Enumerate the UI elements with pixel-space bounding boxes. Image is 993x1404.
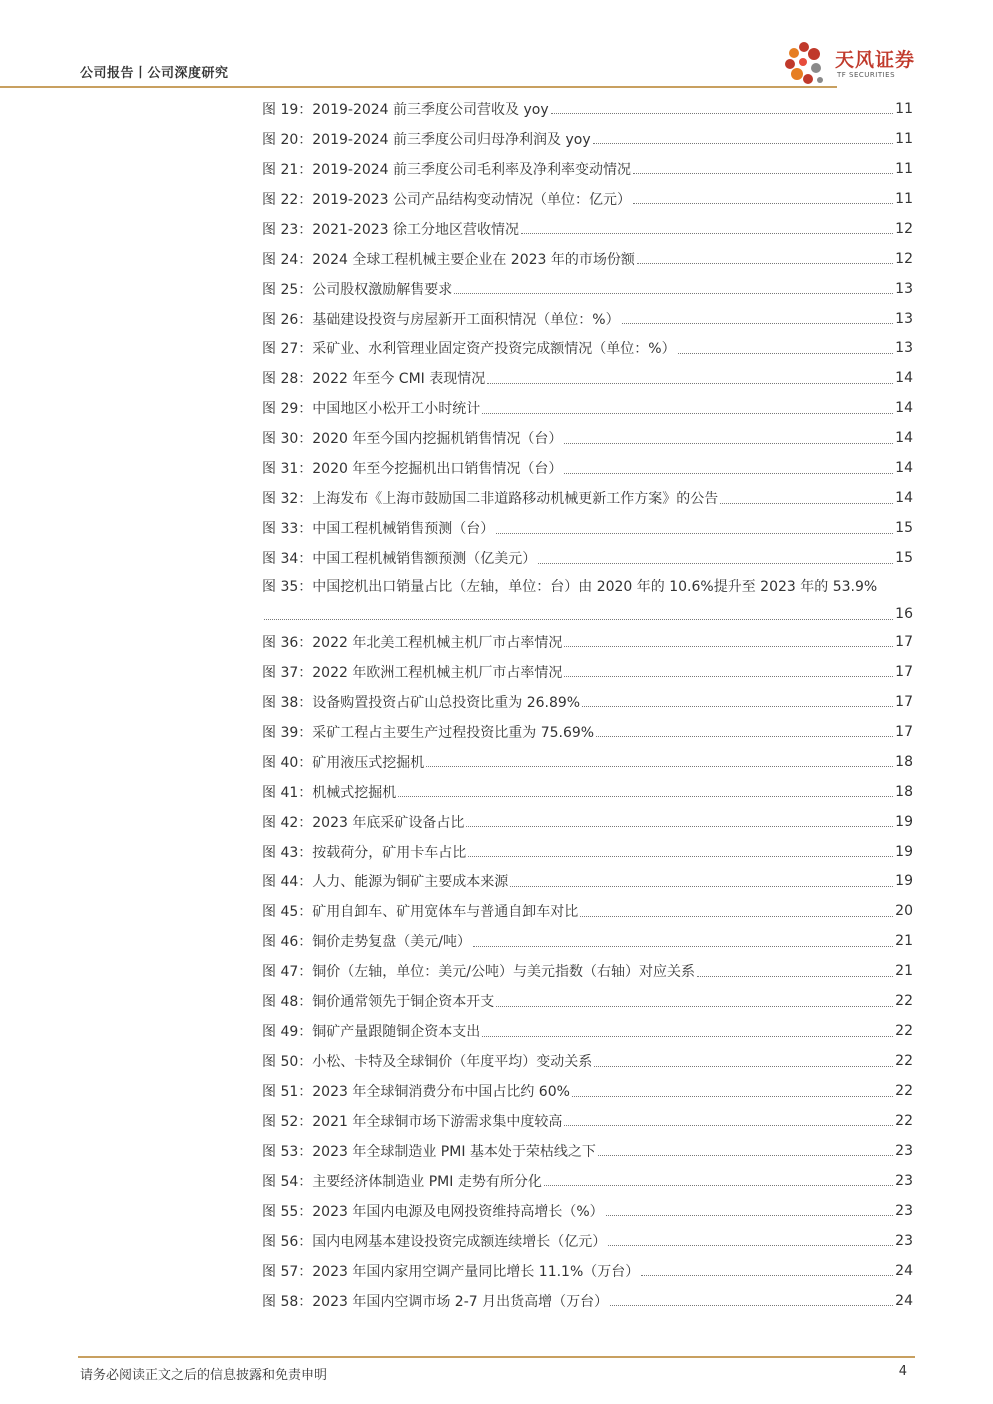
toc-entry-label: 图 32：上海发布《上海市鼓励国二非道路移动机械更新工作方案》的公告 bbox=[262, 491, 719, 508]
toc-entry[interactable] bbox=[262, 986, 913, 1016]
toc-entry[interactable] bbox=[262, 543, 913, 573]
toc-dot-leader bbox=[608, 1245, 893, 1246]
toc-entry[interactable] bbox=[262, 1076, 913, 1106]
toc-entry[interactable] bbox=[262, 453, 913, 483]
toc-entry-page: 14 bbox=[895, 400, 913, 417]
logo-name-text: 天风证券 bbox=[835, 49, 916, 71]
toc-entry-label: 图 49：铜矿产量跟随铜企资本支出 bbox=[262, 1024, 481, 1041]
toc-dot-leader bbox=[551, 113, 894, 114]
toc-dot-leader bbox=[544, 1185, 893, 1186]
toc-dot-leader bbox=[538, 563, 893, 564]
toc-entry-page: 17 bbox=[895, 663, 913, 680]
toc-entry-page: 14 bbox=[895, 460, 913, 477]
toc-entry[interactable] bbox=[262, 1016, 913, 1046]
toc-entry-label: 图 23：2021-2023 徐工分地区营收情况 bbox=[262, 221, 520, 238]
toc-dot-leader bbox=[473, 946, 893, 947]
toc-entry-page: 13 bbox=[895, 340, 913, 357]
toc-dot-leader bbox=[633, 203, 893, 204]
toc-entry[interactable] bbox=[262, 363, 913, 393]
toc-entry-label: 图 42：2023 年底采矿设备占比 bbox=[262, 814, 465, 831]
toc-entry-page: 16 bbox=[895, 606, 913, 622]
toc-entry[interactable] bbox=[262, 1286, 913, 1316]
toc-dot-leader bbox=[454, 293, 893, 294]
toc-entry[interactable] bbox=[262, 124, 913, 154]
header-divider bbox=[0, 86, 837, 88]
toc-entry-page: 17 bbox=[895, 723, 913, 740]
toc-entry-page: 19 bbox=[895, 873, 913, 890]
toc-dot-leader bbox=[426, 766, 893, 767]
toc-entry-page: 13 bbox=[895, 310, 913, 327]
page-number: 4 bbox=[898, 1364, 907, 1379]
toc-entry-page: 22 bbox=[895, 993, 913, 1010]
company-logo bbox=[780, 40, 920, 86]
toc-entry-page: 17 bbox=[895, 693, 913, 710]
toc-dot-leader bbox=[606, 1215, 894, 1216]
toc-entry-label: 图 40：矿用液压式挖掘机 bbox=[262, 754, 425, 771]
toc-entry-page: 11 bbox=[895, 160, 913, 177]
toc-entry[interactable] bbox=[262, 777, 913, 807]
toc-entry[interactable] bbox=[262, 1106, 913, 1136]
toc-dot-leader bbox=[580, 916, 893, 917]
footer-divider bbox=[78, 1356, 915, 1358]
toc-dot-leader bbox=[697, 976, 893, 977]
toc-entry-label: 图 28：2022 年至今 CMI 表现情况 bbox=[262, 371, 486, 388]
toc-entry-page: 14 bbox=[895, 490, 913, 507]
toc-entry-label: 图 22：2019-2023 公司产品结构变动情况（单位：亿元） bbox=[262, 191, 632, 208]
toc-entry[interactable] bbox=[262, 184, 913, 214]
toc-entry-page: 11 bbox=[895, 130, 913, 147]
toc-entry-page: 24 bbox=[895, 1262, 913, 1279]
toc-entry[interactable] bbox=[262, 1166, 913, 1196]
toc-entry[interactable] bbox=[262, 717, 913, 747]
toc-entry-page: 22 bbox=[895, 1053, 913, 1070]
toc-entry-page: 22 bbox=[895, 1112, 913, 1129]
toc-entry[interactable] bbox=[262, 837, 913, 867]
toc-entry-page: 23 bbox=[895, 1232, 913, 1249]
toc-entry[interactable] bbox=[262, 483, 913, 513]
toc-entry-page: 11 bbox=[895, 190, 913, 207]
toc-entry-page: 13 bbox=[895, 280, 913, 297]
toc-entry-label: 图 34：中国工程机械销售额预测（亿美元） bbox=[262, 551, 537, 568]
toc-entry-label: 图 56：国内电网基本建设投资完成额连续增长（亿元） bbox=[262, 1233, 607, 1250]
toc-entry-page: 23 bbox=[895, 1142, 913, 1159]
toc-dot-leader bbox=[564, 676, 893, 677]
toc-dot-leader bbox=[720, 503, 893, 504]
toc-entry[interactable] bbox=[262, 926, 913, 956]
toc-entry[interactable] bbox=[262, 1226, 913, 1256]
toc-entry[interactable] bbox=[262, 956, 913, 986]
toc-entry-page: 17 bbox=[895, 633, 913, 650]
toc-dot-leader bbox=[637, 263, 893, 264]
toc-entry-label: 图 24：2024 全球工程机械主要企业在 2023 年的市场份额 bbox=[262, 251, 635, 268]
toc-dot-leader bbox=[593, 143, 894, 144]
toc-entry-page: 18 bbox=[895, 753, 913, 770]
toc-dot-leader bbox=[564, 1125, 893, 1126]
toc-entry-label: 图 48：铜价通常领先于铜企资本开支 bbox=[262, 994, 495, 1011]
toc-entry-page: 20 bbox=[895, 903, 913, 920]
footer-disclaimer: 请务必阅读正文之后的信息披露和免责申明 bbox=[80, 1368, 328, 1383]
toc-entry-label: 图 44：人力、能源为铜矿主要成本来源 bbox=[262, 874, 509, 891]
toc-dot-leader bbox=[633, 173, 893, 174]
toc-dot-leader bbox=[596, 736, 893, 737]
toc-entry-label: 图 52：2021 年全球铜市场下游需求集中度较高 bbox=[262, 1113, 563, 1130]
toc-dot-leader bbox=[582, 706, 893, 707]
toc-entry-label: 图 30：2020 年至今国内挖掘机销售情况（台） bbox=[262, 431, 563, 448]
toc-dot-leader bbox=[482, 413, 893, 414]
toc-dot-leader bbox=[510, 886, 893, 887]
toc-dot-leader bbox=[521, 233, 893, 234]
toc-entry-label: 图 53：2023 年全球制造业 PMI 基本处于荣枯线之下 bbox=[262, 1143, 596, 1160]
toc-entry-label: 图 41：机械式挖掘机 bbox=[262, 784, 397, 801]
toc-entry-page: 19 bbox=[895, 813, 913, 830]
toc-dot-leader bbox=[641, 1275, 893, 1276]
logo-english-text: TF SECURITIES bbox=[837, 71, 896, 79]
toc-dot-leader bbox=[466, 826, 893, 827]
toc-entry-label: 图 54：主要经济体制造业 PMI 走势有所分化 bbox=[262, 1173, 542, 1190]
toc-entry-page: 24 bbox=[895, 1292, 913, 1309]
toc-entry[interactable] bbox=[262, 687, 913, 717]
toc-entry-page: 21 bbox=[895, 933, 913, 950]
toc-entry[interactable] bbox=[262, 154, 913, 184]
toc-entry-page: 14 bbox=[895, 370, 913, 387]
toc-entry[interactable] bbox=[262, 244, 913, 274]
toc-entry[interactable] bbox=[262, 896, 913, 926]
toc-entry-label: 图 43：按载荷分，矿用卡车占比 bbox=[262, 844, 467, 861]
toc-dot-leader bbox=[598, 1155, 893, 1156]
toc-entry-page: 15 bbox=[895, 520, 913, 537]
toc-entry-page: 11 bbox=[895, 100, 913, 117]
toc-entry-page: 23 bbox=[895, 1172, 913, 1189]
toc-dot-leader bbox=[468, 856, 893, 857]
toc-entry[interactable] bbox=[262, 1196, 913, 1226]
toc-dot-leader bbox=[482, 1036, 893, 1037]
toc-entry[interactable] bbox=[262, 747, 913, 777]
figure-table-of-contents bbox=[262, 94, 913, 1316]
toc-entry-label: 图 55：2023 年国内电源及电网投资维持高增长（%） bbox=[262, 1203, 604, 1220]
toc-entry-label: 图 45：矿用自卸车、矿用宽体车与普通自卸车对比 bbox=[262, 904, 579, 921]
toc-entry[interactable] bbox=[262, 393, 913, 423]
toc-dot-leader bbox=[264, 619, 893, 620]
toc-entry[interactable] bbox=[262, 423, 913, 453]
toc-entry-label: 图 26：基础建设投资与房屋新开工面积情况（单位：%） bbox=[262, 311, 620, 328]
toc-entry-page: 19 bbox=[895, 843, 913, 860]
toc-entry-page: 22 bbox=[895, 1023, 913, 1040]
toc-entry[interactable] bbox=[262, 513, 913, 543]
toc-entry-page: 18 bbox=[895, 783, 913, 800]
toc-entry[interactable] bbox=[262, 214, 913, 244]
toc-entry[interactable] bbox=[262, 867, 913, 897]
toc-entry-page: 12 bbox=[895, 250, 913, 267]
toc-entry[interactable] bbox=[262, 1136, 913, 1166]
toc-entry[interactable] bbox=[262, 573, 913, 627]
toc-dot-leader bbox=[622, 323, 894, 324]
toc-entry-page: 23 bbox=[895, 1202, 913, 1219]
toc-dot-leader bbox=[487, 383, 893, 384]
toc-entry-label: 图 50：小松、卡特及全球铜价（年度平均）变动关系 bbox=[262, 1054, 593, 1071]
toc-entry[interactable] bbox=[262, 1046, 913, 1076]
toc-dot-leader bbox=[572, 1096, 893, 1097]
toc-entry-label: 图 21：2019-2024 前三季度公司毛利率及净利率变动情况 bbox=[262, 161, 632, 178]
toc-entry[interactable] bbox=[262, 334, 913, 364]
toc-entry-page: 21 bbox=[895, 963, 913, 980]
toc-dot-leader bbox=[610, 1305, 893, 1306]
toc-entry-label: 图 25：公司股权激励解售要求 bbox=[262, 281, 453, 298]
toc-entry[interactable] bbox=[262, 94, 913, 124]
toc-dot-leader bbox=[564, 646, 893, 647]
toc-entry[interactable] bbox=[262, 657, 913, 687]
toc-entry-label: 图 39：采矿工程占主要生产过程投资比重为 75.69% bbox=[262, 724, 595, 741]
toc-dot-leader bbox=[564, 443, 893, 444]
toc-entry-label: 图 33：中国工程机械销售预测（台） bbox=[262, 521, 495, 538]
toc-entry-label: 图 31：2020 年至今挖掘机出口销售情况（台） bbox=[262, 461, 563, 478]
toc-dot-leader bbox=[678, 353, 894, 354]
toc-entry-page: 15 bbox=[895, 550, 913, 567]
toc-entry-label: 图 57：2023 年国内家用空调产量同比增长 11.1%（万台） bbox=[262, 1263, 640, 1280]
toc-dot-leader bbox=[398, 796, 893, 797]
toc-entry-label: 图 37：2022 年欧洲工程机械主机厂市占率情况 bbox=[262, 664, 563, 681]
toc-entry-label: 图 27：采矿业、水利管理业固定资产投资完成额情况（单位：%） bbox=[262, 341, 676, 358]
toc-entry-page: 22 bbox=[895, 1083, 913, 1100]
toc-entry-label: 图 36：2022 年北美工程机械主机厂市占率情况 bbox=[262, 634, 563, 651]
toc-dot-leader bbox=[594, 1066, 893, 1067]
toc-entry-label: 图 51：2023 年全球铜消费分布中国占比约 60% bbox=[262, 1084, 570, 1101]
toc-entry[interactable] bbox=[262, 274, 913, 304]
flower-logo-icon bbox=[780, 40, 834, 86]
toc-entry-leader-line bbox=[262, 601, 913, 627]
toc-entry[interactable] bbox=[262, 807, 913, 837]
toc-dot-leader bbox=[564, 473, 893, 474]
report-type-title: 公司报告丨公司深度研究 bbox=[80, 66, 229, 81]
toc-dot-leader bbox=[496, 533, 893, 534]
toc-entry[interactable] bbox=[262, 627, 913, 657]
toc-entry-label: 图 19：2019-2024 前三季度公司营收及 yoy bbox=[262, 101, 549, 118]
toc-entry-label: 图 29：中国地区小松开工小时统计 bbox=[262, 401, 481, 418]
toc-entry-page: 12 bbox=[895, 220, 913, 237]
toc-dot-leader bbox=[496, 1006, 893, 1007]
toc-entry-label: 图 47：铜价（左轴，单位：美元/公吨）与美元指数（右轴）对应关系 bbox=[262, 964, 695, 981]
toc-entry-label: 图 58：2023 年国内空调市场 2-7 月出货高增（万台） bbox=[262, 1293, 609, 1310]
toc-entry-label: 图 38：设备购置投资占矿山总投资比重为 26.89% bbox=[262, 694, 581, 711]
toc-entry-page: 14 bbox=[895, 430, 913, 447]
toc-entry-label: 图 35：中国挖机出口销量占比（左轴，单位：台）由 2020 年的 10.6%提升至 2023 年的 53.9% bbox=[262, 579, 878, 595]
toc-entry[interactable] bbox=[262, 1256, 913, 1286]
toc-entry[interactable] bbox=[262, 304, 913, 334]
toc-entry-label: 图 20：2019-2024 前三季度公司归母净利润及 yoy bbox=[262, 131, 591, 148]
toc-entry-label: 图 46：铜价走势复盘（美元/吨） bbox=[262, 934, 471, 951]
